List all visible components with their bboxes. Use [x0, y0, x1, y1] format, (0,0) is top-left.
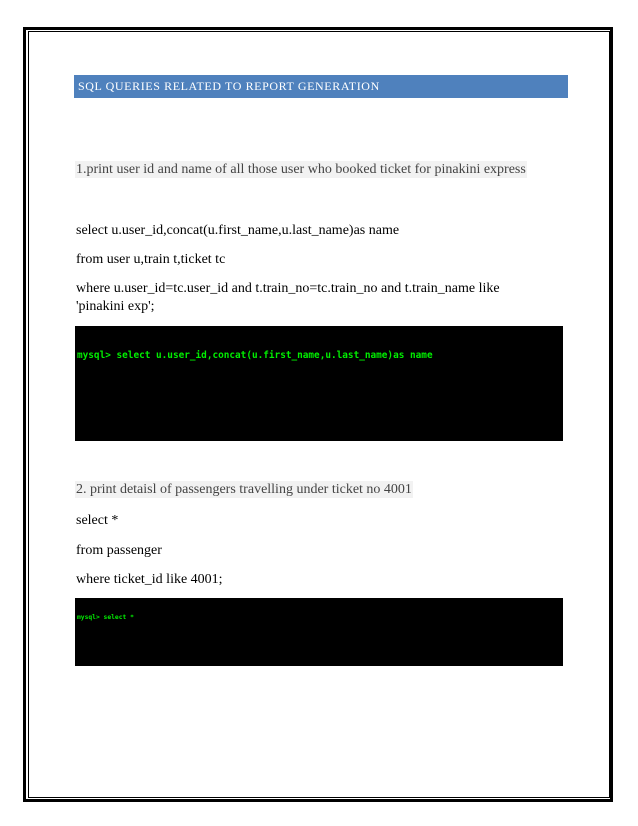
query-1-sql-line: 'pinakini exp';: [76, 299, 155, 314]
query-1-sql-line: select u.user_id,concat(u.first_name,u.last_name)as name: [76, 223, 400, 238]
section-header: SQL QUERIES RELATED TO REPORT GENERATION: [74, 75, 568, 98]
query-1-sql-line: from user u,train t,ticket tc: [76, 252, 226, 267]
query-1-title: 1.print user id and name of all those user who booked ticket for pinakini express: [76, 162, 526, 177]
terminal-line: mysql> select u.user_id,concat(u.first_name,u.last_name)as name: [77, 350, 433, 362]
query-2-sql-line: select *: [76, 513, 119, 528]
query-2-sql-line: where ticket_id like 4001;: [76, 572, 223, 587]
query-2-title: 2. print detaisl of passengers travelling under ticket no 4001: [76, 482, 412, 497]
query-1-terminal-screenshot: [75, 326, 563, 441]
terminal-line: mysql> select *: [77, 614, 134, 622]
query-2-sql-line: from passenger: [76, 543, 162, 558]
query-1-sql-line: where u.user_id=tc.user_id and t.train_no=tc.train_no and t.train_name like: [76, 281, 500, 296]
query-2-terminal-screenshot: [75, 598, 563, 666]
